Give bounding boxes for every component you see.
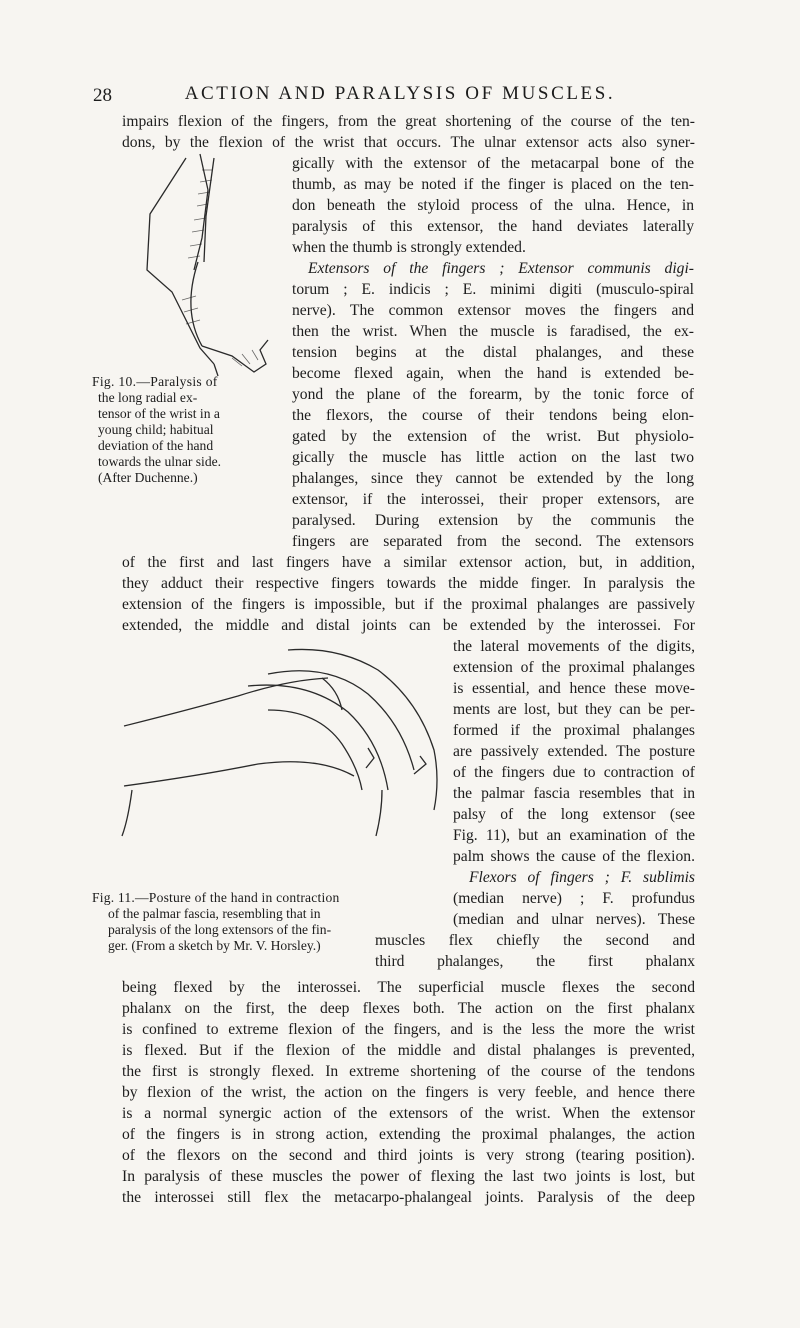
figure-10-caption-line: Fig. 10.—Paralysis of: [92, 374, 218, 389]
text-line: extensor, if the interossei, their proper extensors, are: [292, 491, 694, 508]
text-line: muscles flex chiefly the second and: [375, 932, 695, 949]
figure-11-caption-line: Fig. 11.—Posture of the hand in contraction: [92, 890, 340, 905]
text-line: of the first and last fingers have a similar extensor action, but, in addition,: [122, 554, 695, 571]
text-line: of the fingers is in strong action, extending the proximal phalanges, the action: [122, 1126, 695, 1143]
text-line: the flexors, the course of their tendons being elon-: [292, 407, 694, 424]
text-line: tension begins at the distal phalanges, and these: [292, 344, 694, 361]
text-line: are passively extended. The posture: [453, 743, 695, 760]
text-line: being flexed by the interossei. The superficial muscle flexes the second: [122, 979, 695, 996]
text-line: dons, by the flexion of the wrist that occurs. The ulnar extensor acts also syner-: [122, 134, 695, 151]
text-line: is flexed. But if the flexion of the middle and distal phalanges is prevented,: [122, 1042, 695, 1059]
text-line: gically with the extensor of the metacarpal bone of the: [292, 155, 694, 172]
text-line: formed if the proximal phalanges: [453, 722, 695, 739]
text-line: paralysed. During extension by the communis the: [292, 512, 694, 529]
text-line: is confined to extreme flexion of the fingers, and is the less the more the wrist: [122, 1021, 695, 1038]
text-line: gically the muscle has little action on the last two: [292, 449, 694, 466]
text-line: the lateral movements of the digits,: [453, 638, 695, 655]
text-line: In paralysis of these muscles the power of flexing the last two joints is lost, but: [122, 1168, 695, 1185]
figure-10-caption-line: deviation of the hand: [98, 438, 214, 453]
running-title: ACTION AND PARALYSIS OF MUSCLES.: [184, 83, 616, 104]
figure-11-caption-line: ger. (From a sketch by Mr. V. Horsley.): [108, 938, 321, 953]
figure-10-illustration: [142, 150, 292, 382]
text-line: extended, the middle and distal joints can be extended by the interossei. For: [122, 617, 695, 634]
figure-10-caption-line: tensor of the wrist in a: [98, 406, 220, 421]
text-line: extension of the proximal phalanges: [453, 659, 695, 676]
text-line: don beneath the styloid process of the ulna. Hence, in: [292, 197, 694, 214]
figure-11-illustration: [118, 640, 448, 840]
text-line: ments are lost, but they can be per-: [453, 701, 695, 718]
figure-10-caption-line: towards the ulnar side.: [98, 454, 222, 469]
text-line: extension of the fingers is impossible, but if the proximal phalanges are passively: [122, 596, 695, 613]
text-line: the palmar fascia resembles that in: [453, 785, 695, 802]
page-number: 28: [93, 85, 112, 106]
text-line: of the flexors on the second and third joints is very strong (tearing position).: [122, 1147, 695, 1164]
figure-11-caption-line: of the palmar fascia, resembling that in: [108, 906, 321, 921]
text-line: of the fingers due to contraction of: [453, 764, 695, 781]
text-line: thumb, as may be noted if the finger is placed on the ten-: [292, 176, 694, 193]
text-line: nerve). The common extensor moves the fingers and: [292, 302, 694, 319]
text-line: the first is strongly flexed. In extreme shortening of the course of the tendons: [122, 1063, 695, 1080]
text-line: then the wrist. When the muscle is faradised, the ex-: [292, 323, 694, 340]
text-line: (median nerve) ; F. profundus: [453, 890, 695, 907]
text-line: impairs flexion of the fingers, from the great shortening of the course of the ten-: [122, 113, 695, 130]
text-line: phalanx on the first, the deep flexes both. The action on the first phalanx: [122, 1000, 695, 1017]
text-line: fingers are separated from the second. The extensors: [292, 533, 694, 550]
text-line: Fig. 11), but an examination of the: [453, 827, 695, 844]
text-line: third phalanges, the first phalanx: [375, 953, 695, 970]
text-line: Extensors of the fingers ; Extensor communis digi-: [308, 260, 694, 277]
text-line: the interossei still flex the metacarpo-phalangeal joints. Paralysis of the deep: [122, 1189, 695, 1206]
text-line: Flexors of fingers ; F. sublimis: [469, 869, 695, 886]
text-line: gated by the extension of the wrist. But physiolo-: [292, 428, 694, 445]
text-line: is a normal synergic action of the extensors of the wrist. When the extensor: [122, 1105, 695, 1122]
text-line: torum ; E. indicis ; E. minimi digiti (musculo-spiral: [292, 281, 694, 298]
text-line: (median and ulnar nerves). These: [453, 911, 695, 928]
text-line: by flexion of the wrist, the action on the fingers is very feeble, and hence there: [122, 1084, 695, 1101]
text-line: is essential, and hence these move-: [453, 680, 695, 697]
text-line: become flexed again, when the hand is extended be-: [292, 365, 694, 382]
figure-10-caption-line: (After Duchenne.): [98, 470, 198, 485]
text-line: palsy of the long extensor (see: [453, 806, 695, 823]
figure-10-caption-line: the long radial ex-: [98, 390, 198, 405]
figure-10-caption-line: young child; habitual: [98, 422, 214, 437]
text-line: phalanges, since they cannot be extended by the long: [292, 470, 694, 487]
figure-11-caption-line: paralysis of the long extensors of the fin-: [108, 922, 332, 937]
text-line: palm shows the cause of the flexion.: [453, 848, 695, 865]
text-line: yond the plane of the forearm, by the tonic force of: [292, 386, 694, 403]
text-line: they adduct their respective fingers towards the midde finger. In paralysis the: [122, 575, 695, 592]
text-line: when the thumb is strongly extended.: [292, 239, 526, 256]
text-line: paralysis of this extensor, the hand deviates laterally: [292, 218, 694, 235]
